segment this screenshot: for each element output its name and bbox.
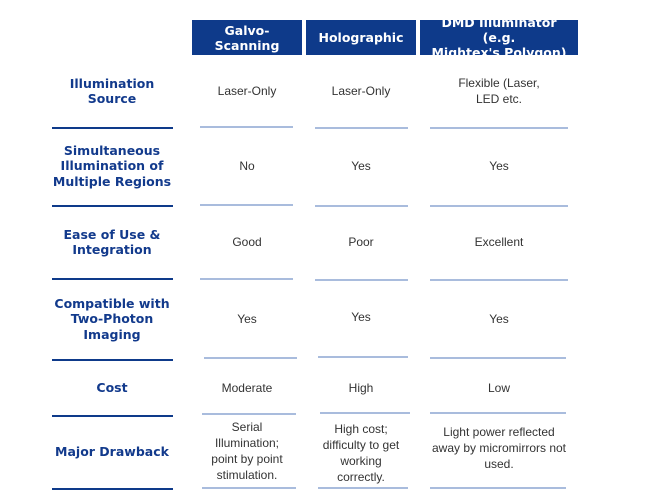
row-label-major-drawback: Major Drawback — [55, 444, 169, 460]
cell-cost-galvo: Moderate — [221, 381, 273, 395]
column-header-holographic: Holographic — [306, 20, 416, 55]
row-label-two-photon: Compatible with Two-Photon Imaging — [54, 295, 170, 342]
cell-cost-dmd: Low — [487, 381, 510, 395]
row-label-cost: Cost — [96, 380, 128, 396]
row-label-simultaneous-illumination: Simultaneous Illumination of Multiple Regions — [52, 142, 172, 189]
row-divider — [52, 127, 173, 129]
row-divider — [52, 205, 173, 207]
row-divider — [202, 413, 296, 415]
row-divider — [52, 278, 173, 280]
row-divider — [200, 278, 293, 280]
row-divider — [318, 356, 408, 358]
row-divider — [52, 488, 173, 490]
row-divider — [52, 359, 173, 361]
cell-ease-of-use-galvo: Good — [232, 235, 262, 249]
cell-illumination-source-holographic: Laser-Only — [331, 84, 391, 98]
row-divider — [202, 487, 296, 489]
cell-ease-of-use-holographic: Poor — [348, 235, 374, 249]
row-label-illumination-source: Illumination Source — [69, 75, 155, 106]
cell-illumination-source-dmd: Flexible (Laser, LED etc. — [458, 76, 540, 106]
cell-simultaneous-galvo: No — [239, 159, 255, 173]
row-divider — [430, 357, 566, 359]
column-header-dmd-illuminator: DMD Illuminator (e.g. Mightex's Polygon) — [420, 20, 578, 55]
cell-two-photon-holographic: Yes — [351, 310, 371, 324]
row-divider — [52, 415, 173, 417]
row-divider — [200, 126, 293, 128]
row-divider — [200, 204, 293, 206]
row-divider — [430, 205, 568, 207]
row-divider — [315, 127, 408, 129]
row-divider — [320, 412, 410, 414]
cell-simultaneous-holographic: Yes — [351, 159, 371, 173]
cell-two-photon-galvo: Yes — [237, 312, 257, 326]
cell-ease-of-use-dmd: Excellent — [474, 235, 524, 249]
row-divider — [430, 127, 568, 129]
cell-illumination-source-galvo: Laser-Only — [217, 84, 277, 98]
row-divider — [315, 205, 408, 207]
row-divider — [430, 412, 566, 414]
row-divider — [204, 357, 297, 359]
cell-drawback-galvo: Serial Illumination; point by point stimulation. — [211, 420, 283, 482]
cell-cost-holographic: High — [348, 381, 374, 395]
row-divider — [430, 279, 568, 281]
column-header-galvo-scanning: Galvo- Scanning — [192, 20, 302, 55]
row-label-ease-of-use: Ease of Use & Integration — [63, 226, 161, 257]
row-divider — [430, 487, 566, 489]
cell-drawback-dmd: Light power reflected away by micromirrors not used. — [431, 425, 567, 471]
row-divider — [318, 487, 408, 489]
cell-drawback-holographic: High cost; difficulty to get working correctly. — [322, 422, 400, 484]
row-divider — [315, 279, 408, 281]
cell-simultaneous-dmd: Yes — [489, 159, 509, 173]
cell-two-photon-dmd: Yes — [489, 312, 509, 326]
